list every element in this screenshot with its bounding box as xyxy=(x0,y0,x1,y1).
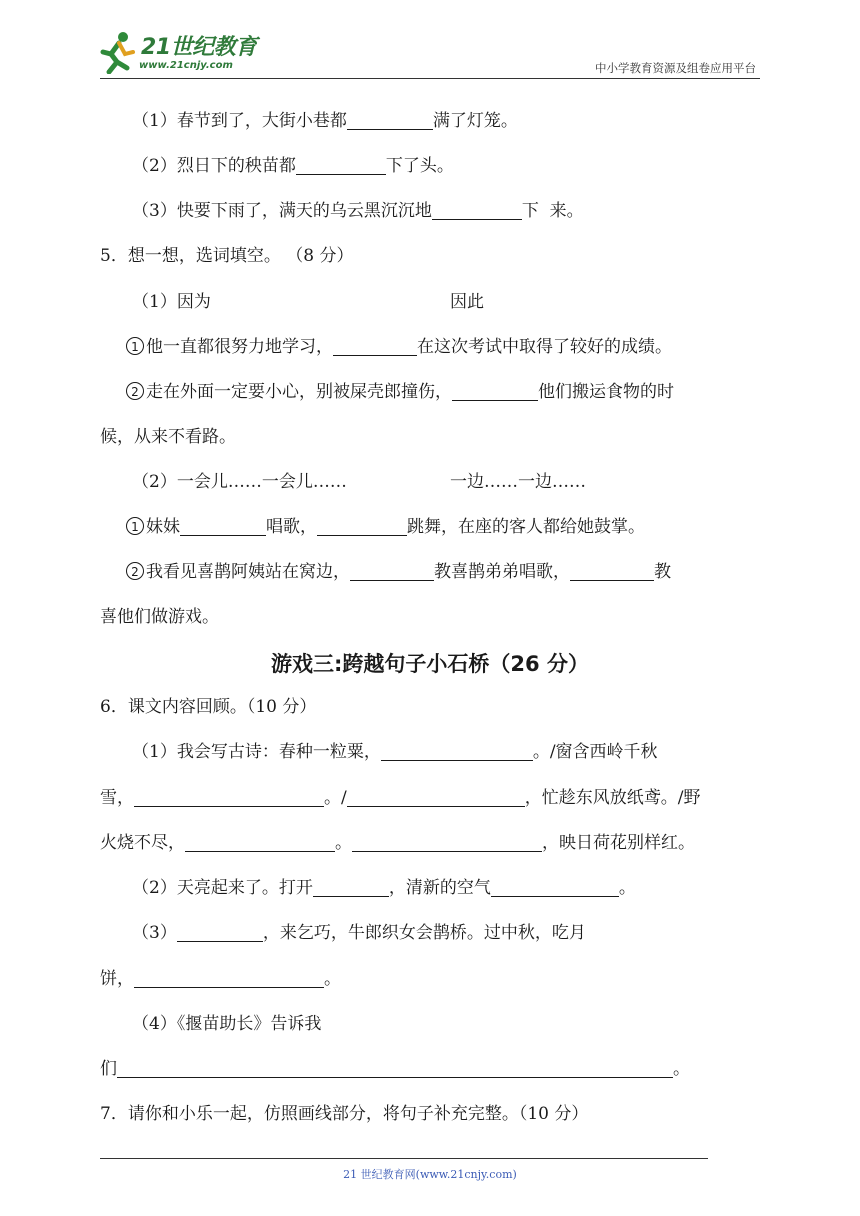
section-heading: 游戏三:跨越句子小石桥（26 分） xyxy=(271,652,589,676)
answer-blank[interactable] xyxy=(570,562,654,581)
word-option: 一边……一边…… xyxy=(450,472,586,492)
q5-sentence-1-2: 2 走在外面一定要小心，别被屎壳郎撞伤， 他们搬运食物的时 xyxy=(126,380,806,404)
answer-blank[interactable] xyxy=(347,111,433,130)
circled-number: 2 xyxy=(126,562,144,580)
header-divider xyxy=(100,78,760,79)
answer-blank[interactable] xyxy=(333,337,417,356)
answer-blank[interactable] xyxy=(180,517,266,536)
q6-part-3-line-2: 饼， 。 xyxy=(100,969,341,989)
answer-blank[interactable] xyxy=(117,1059,673,1078)
q6-part-1-line-2: 雪， 。/ ，忙趁东风放纸鸢。/野 xyxy=(100,788,701,808)
logo-url: www.21cnjy.com xyxy=(139,60,233,71)
q4-item-2: （2）烈日下的秧苗都 下了头。 xyxy=(132,156,454,176)
answer-blank[interactable] xyxy=(185,833,335,852)
runner-logo-icon xyxy=(95,30,139,74)
circled-number: 1 xyxy=(126,337,144,355)
header-tagline: 中小学教育资源及组卷应用平台 xyxy=(595,61,756,75)
answer-blank[interactable] xyxy=(134,969,324,988)
answer-blank[interactable] xyxy=(432,201,522,220)
page-header xyxy=(0,0,860,80)
q5-word-group-2 xyxy=(132,470,812,494)
q5-sentence-1-2-cont: 候，从来不看路。 xyxy=(100,427,236,447)
answer-blank[interactable] xyxy=(177,923,263,942)
question-7-title: 7．请你和小乐一起，仿照画线部分，将句子补充完整。（10 分） xyxy=(100,1104,589,1124)
answer-blank[interactable] xyxy=(352,833,542,852)
site-logo xyxy=(95,30,265,78)
circled-number: 1 xyxy=(126,517,144,535)
q5-sentence-2-2: 2 我看见喜鹊阿姨站在窝边， 教喜鹊弟弟唱歌， 教 xyxy=(126,560,806,584)
q6-part-4-line-2: 们 。 xyxy=(100,1059,690,1079)
answer-blank[interactable] xyxy=(381,742,533,761)
q5-sentence-2-1: 1 妹妹 唱歌， 跳舞，在座的客人都给她鼓掌。 xyxy=(126,515,806,539)
word-option: 因此 xyxy=(450,292,484,312)
answer-blank[interactable] xyxy=(296,156,386,175)
word-option: （1）因为 xyxy=(132,292,211,312)
q4-item-1: （1）春节到了，大街小巷都 满了灯笼。 xyxy=(132,111,518,131)
q6-part-3-line-1: （3） ，来乞巧，牛郎织女会鹊桥。过中秋，吃月 xyxy=(132,923,586,943)
logo-text: 21世纪教育 xyxy=(141,35,257,60)
circled-number: 2 xyxy=(126,382,144,400)
q6-part-1-line-3: 火烧不尽， 。 ，映日荷花别样红。 xyxy=(100,833,695,853)
q5-word-group-1 xyxy=(132,290,812,314)
q4-item-3: （3）快要下雨了，满天的乌云黑沉沉地 下 来。 xyxy=(132,201,584,221)
q6-part-1-line-1: （1）我会写古诗：春种一粒粟， 。/窗含西岭千秋 xyxy=(132,742,658,762)
word-option: （2）一会儿……一会儿…… xyxy=(132,472,347,492)
question-6-title: 6．课文内容回顾。（10 分） xyxy=(100,697,317,717)
q5-sentence-2-2-cont: 喜他们做游戏。 xyxy=(100,607,219,627)
answer-blank[interactable] xyxy=(347,788,525,807)
q6-part-4-line-1: （4）《揠苗助长》告诉我 xyxy=(132,1014,322,1034)
answer-blank[interactable] xyxy=(491,878,619,897)
page-footer: 21 世纪教育网(www.21cnjy.com) xyxy=(343,1168,517,1181)
q6-part-2: （2）天亮起来了。打开 ，清新的空气 。 xyxy=(132,878,636,898)
q5-sentence-1-1: 1 他一直都很努力地学习， 在这次考试中取得了较好的成绩。 xyxy=(126,335,806,359)
answer-blank[interactable] xyxy=(452,382,538,401)
footer-divider xyxy=(100,1158,708,1159)
answer-blank[interactable] xyxy=(317,517,407,536)
answer-blank[interactable] xyxy=(313,878,389,897)
answer-blank[interactable] xyxy=(134,788,324,807)
question-5-title: 5．想一想，选词填空。 （8 分） xyxy=(100,246,354,266)
answer-blank[interactable] xyxy=(350,562,434,581)
